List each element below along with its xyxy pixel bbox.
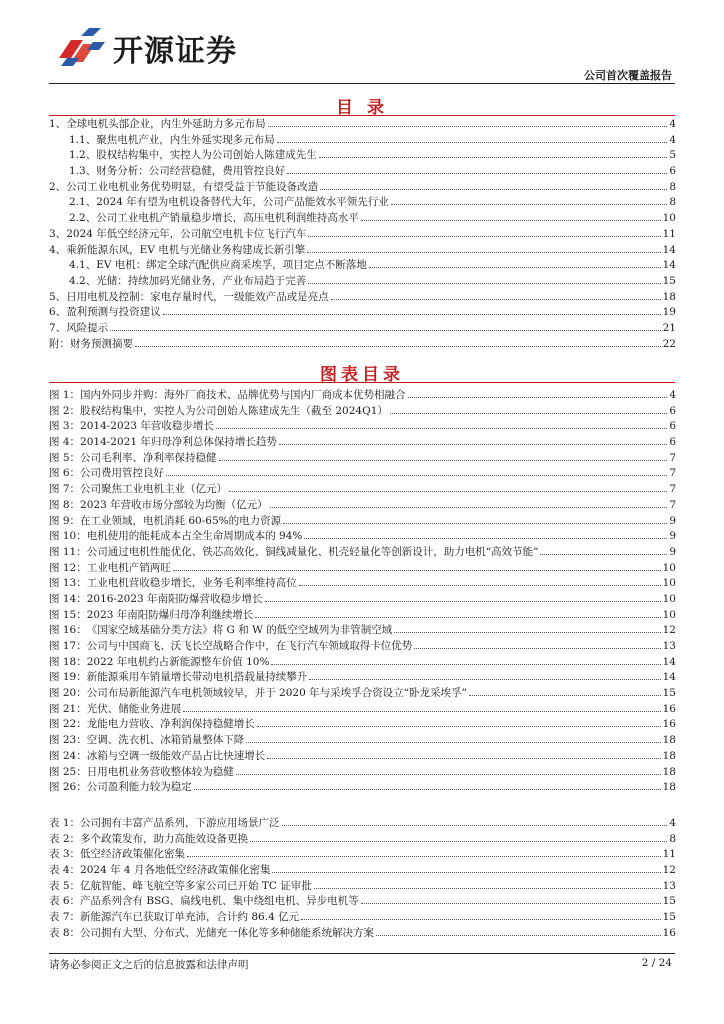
figure-entry-page: 6: [669, 404, 676, 417]
figure-entry-text: 光伏、储能业务进展: [86, 702, 182, 715]
figure-entry-text: 冰箱与空调一级能效产品占比快速增长: [86, 749, 266, 762]
figure-entry-number: 图 4：: [49, 436, 81, 449]
toc-entry-leader: [391, 204, 668, 205]
figure-entry[interactable]: [49, 465, 676, 481]
figure-entry-number: 图 24：: [49, 749, 87, 762]
figure-entry[interactable]: [49, 669, 676, 685]
table-entry-page: 15: [662, 895, 676, 908]
toc-entry-leader: [307, 252, 660, 253]
figures-list: [49, 387, 676, 795]
report-type-label: 公司首次覆盖报告: [584, 69, 672, 82]
figure-entry-leader: [236, 774, 661, 775]
toc-entry-number: 4.2、: [69, 274, 97, 287]
toc-entry-page: 22: [662, 337, 676, 350]
figure-entry-leader: [394, 632, 660, 633]
table-entry-leader: [187, 856, 661, 857]
footer-disclaimer: 请务必参阅正文之后的信息披露和法律声明: [49, 959, 249, 971]
figure-entry-page: 15: [662, 687, 676, 700]
figure-entry[interactable]: [49, 732, 676, 748]
toc-entry-leader: [369, 267, 661, 268]
figure-entry-leader: [271, 664, 660, 665]
figure-entry[interactable]: [49, 418, 676, 434]
figure-entry[interactable]: [49, 654, 676, 670]
figure-entry-page: 4: [669, 389, 676, 401]
figure-entry-number: 图 9：: [49, 514, 81, 527]
figure-entry-text: 公司费用管控良好: [80, 467, 165, 480]
figure-entry-number: 图 15：: [49, 608, 87, 621]
figure-entry-leader: [408, 397, 668, 398]
table-entry-number: 表 7：: [49, 911, 81, 924]
table-entry-text: 产品系列含有 BSG、扁线电机、集中绕组电机、异步电机等: [80, 895, 359, 908]
figure-entry[interactable]: [49, 560, 676, 576]
table-entry-leader: [361, 903, 661, 904]
brand-logo[interactable]: [57, 26, 237, 70]
figure-entry-leader: [265, 601, 661, 602]
figure-entry-text: 公司与中国商飞、沃飞长空战略合作中，在飞行汽车领域取得卡位优势: [86, 640, 413, 652]
figure-entry[interactable]: [49, 764, 676, 780]
figure-entry-text: 工业电机产销两旺: [86, 561, 171, 574]
toc-entry-page: 21: [662, 321, 676, 334]
table-entry-text: 新能源汽车已获取订单充沛，合计约 86.4 亿元: [80, 911, 300, 924]
figure-entry-number: 图 2：: [49, 404, 81, 417]
toc-entry-page: 14: [662, 259, 676, 272]
figure-entry-text: 2022 年电机约占新能源整车价值 10%: [86, 655, 270, 668]
figure-entry-text: 龙能电力营收、净利润保持稳健增长: [86, 718, 255, 731]
table-entry-number: 表 3：: [49, 848, 81, 861]
toc-entry-number: 2.1、: [69, 196, 97, 209]
toc-entry[interactable]: [49, 147, 676, 163]
figure-entry-number: 图 3：: [49, 420, 81, 433]
figure-entry-page: 16: [662, 702, 676, 715]
figure-entry[interactable]: [49, 387, 676, 403]
figure-entry-leader: [194, 789, 661, 790]
toc-entry-number: 2、: [49, 180, 67, 193]
table-entry-number: 表 6：: [49, 895, 81, 908]
toc-entry-text: 光储：持续加码光储业务，产业布局趋于完善: [96, 274, 307, 287]
figure-entry[interactable]: [49, 748, 676, 764]
toc-entry-leader: [277, 142, 668, 143]
toc-entry[interactable]: [49, 336, 676, 352]
toc-entry-number: 1.2、: [69, 149, 97, 162]
figure-entry-text: 日用电机业务营收整体较为稳健: [86, 765, 234, 778]
toc-entry-page: 14: [662, 243, 676, 256]
figure-entry-number: 图 18：: [49, 655, 87, 668]
toc-entry-text: 日用电机及控制：家电存量时代，一级能效产品或是亮点: [66, 290, 329, 303]
figure-entry-leader: [540, 554, 667, 555]
toc-entry[interactable]: [49, 116, 676, 132]
figure-entry-number: 图 11：: [49, 545, 87, 558]
figure-entry-text: 2023 年营收市场分部较为均衡（亿元）: [80, 498, 268, 511]
figures-title: 图表目录: [320, 365, 404, 385]
toc-entry-text: 乘新能源东风，EV 电机与光储业务构建成长新引擎: [66, 243, 306, 256]
toc-entry[interactable]: [49, 289, 676, 305]
figure-entry-text: 公司盈利能力较为稳定: [86, 781, 192, 794]
figure-entry-text: 新能源乘用车销量增长带动电机搭载量持续攀升: [86, 671, 308, 684]
figure-entry[interactable]: [49, 497, 676, 513]
figure-entry-page: 10: [662, 577, 676, 590]
figure-entry-page: 13: [662, 640, 676, 652]
figure-entry-leader: [183, 711, 660, 712]
figure-entry-leader: [279, 444, 667, 445]
table-entry-page: 4: [669, 817, 676, 829]
toc-entry-number: 1.1、: [69, 133, 97, 146]
toc-entry-text: 2024 年低空经济元年，公司航空电机卡位飞行汽车: [66, 227, 307, 240]
toc-entry-number: 3、: [49, 227, 67, 240]
toc-entry-number: 2.2、: [69, 212, 97, 225]
figure-entry[interactable]: [49, 607, 676, 623]
figure-entry-text: 2023 年南阳防爆归母净利继续增长: [86, 608, 254, 621]
table-entry[interactable]: [49, 831, 676, 847]
figure-entry-leader: [304, 538, 667, 539]
figure-entry-page: 10: [662, 561, 676, 574]
figure-entry-text: 电机使用的能耗成本占全生命周期成本的 94%: [86, 530, 303, 543]
figure-entry-number: 图 12：: [49, 561, 87, 574]
brand-logo-icon: [57, 28, 107, 68]
toc-entry[interactable]: [49, 194, 676, 210]
figure-entry-text: 公司通过电机性能优化、铁芯高效化、铜线减量化、机壳轻量化等创新设计，助力电机“高效节能”: [86, 545, 539, 558]
figure-entry[interactable]: [49, 779, 676, 795]
table-entry-number: 表 4：: [49, 864, 81, 877]
figure-entry[interactable]: [49, 701, 676, 717]
toc-entry-text: 聚焦电机产业，内生外延实现多元布局: [96, 133, 275, 146]
toc-entry-leader: [163, 314, 661, 315]
figure-entry[interactable]: [49, 481, 676, 497]
figure-entry[interactable]: [49, 591, 676, 607]
toc-entry-text: 2024 年有望为电机设备替代大年，公司产品能效水平领先行业: [96, 196, 389, 209]
figure-entry-page: 7: [669, 451, 676, 464]
footer-divider: [49, 953, 675, 954]
toc-entry-page: 19: [662, 306, 676, 319]
toc-entry-leader: [287, 173, 667, 174]
toc-entry-text: 风险提示: [66, 321, 109, 334]
figure-entry-leader: [469, 695, 661, 696]
brand-name: 开源证券: [113, 34, 237, 69]
toc-entry-text: 全球电机头部企业，内生外延助力多元布局: [66, 118, 266, 130]
table-entry-page: 16: [662, 926, 676, 939]
figure-entry-page: 7: [669, 467, 676, 480]
page-number: 2 / 24: [641, 957, 672, 969]
figure-entry-leader: [257, 726, 661, 727]
toc-entry[interactable]: [49, 304, 676, 320]
toc-entry[interactable]: [49, 179, 676, 195]
toc-entry-page: 5: [669, 149, 676, 162]
figure-entry-leader: [229, 491, 667, 492]
table-entry-text: 公司拥有大型、分布式、光储充一体化等多种储能系统解决方案: [80, 926, 375, 939]
figure-entry-text: 公司聚焦工业电机主业（亿元）: [80, 483, 228, 496]
figure-entry-leader: [390, 413, 667, 414]
toc-entry-leader: [110, 330, 660, 331]
figure-entry-number: 图 21：: [49, 702, 87, 715]
figure-entry[interactable]: [49, 513, 676, 529]
figure-entry[interactable]: [49, 450, 676, 466]
toc-entry[interactable]: [49, 273, 676, 289]
figure-entry-page: 7: [669, 483, 676, 496]
figure-entry-text: 股权结构集中，实控人为公司创始人陈建成先生（截至 2024Q1）: [80, 404, 388, 417]
figure-entry-leader: [173, 570, 661, 571]
figure-entry[interactable]: [49, 528, 676, 544]
toc-entry-page: 4: [669, 118, 676, 130]
figure-entry-leader: [267, 758, 660, 759]
toc-entry-number: 4、: [49, 243, 67, 256]
toc-entry[interactable]: [49, 242, 676, 258]
toc-entry-page: 10: [662, 212, 676, 225]
toc-entry-leader: [268, 126, 668, 127]
figure-entry-text: 2014-2021 年归母净利总体保持增长趋势: [80, 436, 277, 449]
table-entry[interactable]: [49, 925, 676, 941]
figure-entry-text: 空调、洗衣机、冰箱销量整体下降: [86, 734, 245, 747]
figure-entry-number: 图 16：: [49, 624, 87, 637]
figure-entry-page: 6: [669, 436, 676, 449]
figure-entry-leader: [246, 742, 660, 743]
table-entry[interactable]: [49, 878, 676, 894]
table-entry-page: 13: [662, 879, 676, 892]
figure-entry-leader: [299, 585, 661, 586]
figure-entry-leader: [166, 475, 667, 476]
figure-entry[interactable]: [49, 638, 676, 654]
toc-entry-leader: [135, 346, 661, 347]
toc-entry-page: 6: [669, 165, 676, 178]
figure-entry-page: 18: [662, 749, 676, 762]
contents-title: 目 录: [336, 98, 388, 118]
figure-entry-page: 9: [669, 530, 676, 543]
table-entry-text: 低空经济政策催化密集: [80, 848, 186, 861]
tables-list: [49, 815, 676, 941]
toc-entry-number: 附：: [49, 337, 70, 350]
figure-entry[interactable]: [49, 622, 676, 638]
table-entry-number: 表 8：: [49, 926, 81, 939]
figure-entry[interactable]: [49, 544, 676, 560]
table-entry-text: 多个政策发布，助力高能效设备更换: [80, 832, 249, 845]
figure-entry-text: 2016-2023 年南阳防爆营收稳步增长: [86, 592, 263, 605]
toc-entry-leader: [320, 189, 667, 190]
toc-entry-number: 4.1、: [69, 259, 97, 272]
toc-entry-number: 5、: [49, 290, 67, 303]
figure-entry-leader: [414, 648, 660, 649]
toc-entry-text: 财务预测摘要: [70, 337, 133, 350]
figure-entry-page: 9: [669, 545, 676, 558]
figure-entry-number: 图 22：: [49, 718, 87, 731]
toc-entry[interactable]: [49, 210, 676, 226]
table-entry-leader: [301, 919, 661, 920]
toc-entry[interactable]: [49, 226, 676, 242]
figure-entry[interactable]: [49, 575, 676, 591]
contents-list: [49, 116, 676, 351]
toc-entry[interactable]: [49, 163, 676, 179]
table-entry-leader: [282, 825, 668, 826]
page-header: [0, 0, 724, 90]
figure-entry[interactable]: [49, 434, 676, 450]
figure-entry-page: 14: [662, 671, 676, 684]
table-entry-text: 亿航智能、峰飞航空等多家公司已开始 TC 证审批: [80, 879, 312, 892]
toc-entry-number: 7、: [49, 321, 67, 334]
toc-entry-text: 公司工业电机产销量稳步增长，高压电机利润维持高水平: [96, 212, 359, 225]
table-entry[interactable]: [49, 909, 676, 925]
figure-entry-leader: [309, 679, 660, 680]
toc-entry-number: 6、: [49, 306, 67, 319]
figure-entry[interactable]: [49, 685, 676, 701]
table-entry-leader: [376, 935, 661, 936]
figure-entry-page: 18: [662, 765, 676, 778]
figure-entry-text: 《国家空域基础分类方法》将 G 和 W 的低空空域列为非管制空域: [86, 624, 393, 637]
figure-entry[interactable]: [49, 716, 676, 732]
toc-entry-page: 11: [662, 227, 676, 240]
figure-entry-number: 图 20：: [49, 687, 87, 700]
figure-entry-page: 18: [662, 781, 676, 794]
header-divider: [49, 83, 675, 84]
table-entry-page: 11: [662, 848, 676, 861]
figure-entry-page: 14: [662, 655, 676, 668]
figure-entry-page: 6: [669, 420, 676, 433]
figure-entry-leader: [270, 507, 668, 508]
figure-entry-number: 图 25：: [49, 765, 87, 778]
toc-entry-page: 15: [662, 274, 676, 287]
figure-entry-page: 7: [669, 498, 676, 511]
toc-entry-text: 股权结构集中，实控人为公司创始人陈建成先生: [96, 149, 317, 162]
figure-entry-leader: [216, 428, 667, 429]
toc-entry-page: 18: [662, 290, 676, 303]
figure-entry-number: 图 1：: [49, 389, 81, 401]
figure-entry-page: 10: [662, 592, 676, 605]
figure-entry-number: 图 17：: [49, 640, 87, 652]
table-entry-page: 8: [669, 832, 676, 845]
figure-entry-text: 在工业领域，电机消耗 60-65%的电力资源: [80, 514, 282, 527]
table-entry[interactable]: [49, 815, 676, 831]
figure-entry-number: 图 7：: [49, 483, 81, 496]
table-entry-number: 表 2：: [49, 832, 81, 845]
figure-entry-text: 工业电机营收稳步增长，业务毛利率维持高位: [86, 577, 297, 590]
figure-entry-number: 图 8：: [49, 498, 81, 511]
figure-entry-number: 图 14：: [49, 592, 87, 605]
table-entry-leader: [314, 888, 661, 889]
figure-entry-page: 10: [662, 608, 676, 621]
toc-entry-text: 公司工业电机业务优势明显，有望受益于节能设备改造: [66, 180, 319, 193]
figure-entry-text: 公司布局新能源汽车电机领域较早，并于 2020 年与采埃孚合资设立“卧龙采埃孚”: [86, 687, 467, 700]
toc-entry-leader: [331, 299, 661, 300]
figure-entry-page: 18: [662, 734, 676, 747]
toc-entry-page: 8: [669, 196, 676, 209]
table-entry-leader: [250, 841, 667, 842]
figure-entry[interactable]: [49, 403, 676, 419]
figure-entry-number: 图 10：: [49, 530, 87, 543]
table-entry-page: 12: [662, 864, 676, 877]
table-entry-text: 2024 年 4 月各地低空经济政策催化密集: [80, 864, 271, 877]
toc-entry-page: 4: [669, 133, 676, 146]
table-entry-leader: [272, 872, 660, 873]
toc-entry-leader: [308, 236, 660, 237]
table-entry[interactable]: [49, 862, 676, 878]
toc-entry[interactable]: [49, 320, 676, 336]
figure-entry-number: 图 23：: [49, 734, 87, 747]
figure-entry-number: 图 26：: [49, 781, 87, 794]
figure-entry-number: 图 19：: [49, 671, 87, 684]
toc-entry-text: EV 电机：绑定全球汽配供应商采埃孚，项目定点不断落地: [96, 259, 367, 272]
figure-entry-text: 国内外同步并购：海外厂商技术、品牌优势与国内厂商成本优势相融合: [80, 389, 406, 401]
toc-entry-text: 财务分析：公司经营稳健，费用管控良好: [96, 165, 286, 178]
toc-entry-page: 8: [669, 180, 676, 193]
toc-entry-leader: [319, 157, 668, 158]
table-entry[interactable]: [49, 893, 676, 909]
figure-entry-leader: [283, 523, 667, 524]
figure-entry-text: 2014-2023 年营收稳步增长: [80, 420, 214, 433]
figure-entry-page: 12: [662, 624, 676, 637]
figure-entry-number: 图 6：: [49, 467, 81, 480]
toc-entry[interactable]: [49, 257, 676, 273]
table-entry-page: 15: [662, 911, 676, 924]
table-entry-number: 表 5：: [49, 879, 81, 892]
toc-entry-leader: [308, 283, 660, 284]
figure-entry-number: 图 5：: [49, 451, 81, 464]
table-entry[interactable]: [49, 846, 676, 862]
figure-entry-leader: [219, 460, 668, 461]
toc-entry-leader: [361, 220, 661, 221]
figure-entry-page: 9: [669, 514, 676, 527]
toc-entry-text: 盈利预测与投资建议: [66, 306, 161, 319]
table-entry-number: 表 1：: [49, 817, 81, 829]
figure-entry-page: 16: [662, 718, 676, 731]
toc-entry[interactable]: [49, 132, 676, 148]
figures-title-rule: [49, 382, 675, 383]
toc-entry-number: 1、: [49, 118, 67, 130]
figure-entry-text: 公司毛利率、净利率保持稳健: [80, 451, 217, 464]
figure-entry-leader: [255, 617, 660, 618]
figure-entry-number: 图 13：: [49, 577, 87, 590]
toc-entry-number: 1.3、: [69, 165, 97, 178]
table-entry-text: 公司拥有丰富产品系列，下游应用场景广泛: [80, 817, 280, 829]
